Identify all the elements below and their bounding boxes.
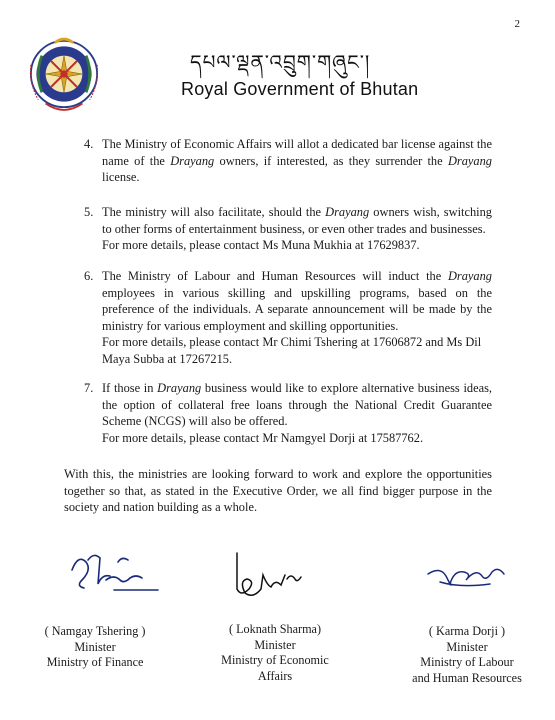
signatory-title: Minister [74,639,116,654]
signatory-name: ( Loknath Sharma) [228,622,322,636]
signatory-ministry: Ministry of Economic [221,653,329,667]
signatory-finance [25,624,165,671]
signature-karma-dorji [420,548,510,598]
item-contact: For more details, please contact Mr Chimi Tshering at 17606872 and Ms Dil Maya Subba at 17267215. [102,335,482,366]
signatory-title: Minister [446,639,488,654]
government-title: Royal Government of Bhutan [181,79,419,99]
item-contact: For more details, please contact Mr Namgyel Dorji at 17587762. [102,430,424,445]
signature-namgay-tshering [58,540,168,610]
signatory-labour [392,624,542,686]
dzongkha-title: དཔལ་ལྡན་འབྲུག་གཞུང་། [190,50,371,74]
list-item-7 [84,380,492,446]
item-text: The ministry will also facilitate, should the Drayang owners wish, switching to other forms of entertainment business, or even other trades and businesses. [102,205,492,236]
signatory-economic-affairs [205,622,345,684]
list-item-4 [84,136,492,186]
signatory-title: Minister [254,637,296,652]
signature-loknath-sharma [225,545,315,615]
signatory-ministry-cont: Affairs [257,668,293,683]
item-number: 6. [84,269,94,283]
item-number: 4. [84,137,94,151]
item-number: 5. [84,205,94,219]
signatory-ministry: Ministry of Labour [420,655,514,669]
page-number: 2 [514,18,520,30]
item-number: 7. [84,381,94,395]
item-contact: For more details, please contact Ms Muna Mukhia at 17629837. [102,238,420,252]
list-item-5 [84,204,492,254]
signatory-name: ( Namgay Tshering ) [44,624,146,638]
closing-paragraph: With this, the ministries are looking forward to work and explore the opportunities together so that, as stated in the Executive Order, we all find bigger purpose in the society and nation building as a whole. [64,467,492,514]
signatory-ministry-cont: and Human Resources [412,670,522,685]
signatory-name: ( Karma Dorji ) [428,624,506,638]
item-text: If those in Drayang business would like to explore alternative business ideas, the option of collateral free loans through the National Credit Guarantee Scheme (NCGS) will also be offered. [102,381,492,428]
item-text: The Ministry of Economic Affairs will allot a dedicated bar license against the name of the Drayang owners, if interested, as they surrender the Drayang license. [102,137,492,184]
item-text: The Ministry of Labour and Human Resources will induct the Drayang employees in various skilling and upskilling programs, based on the preference of the individuals. A separate announcement will be made by the ministry for various employment and skilling opportunities. [102,269,492,333]
signatory-ministry: Ministry of Finance [46,655,144,669]
royal-emblem-icon [18,28,110,120]
list-item-6 [84,268,492,367]
